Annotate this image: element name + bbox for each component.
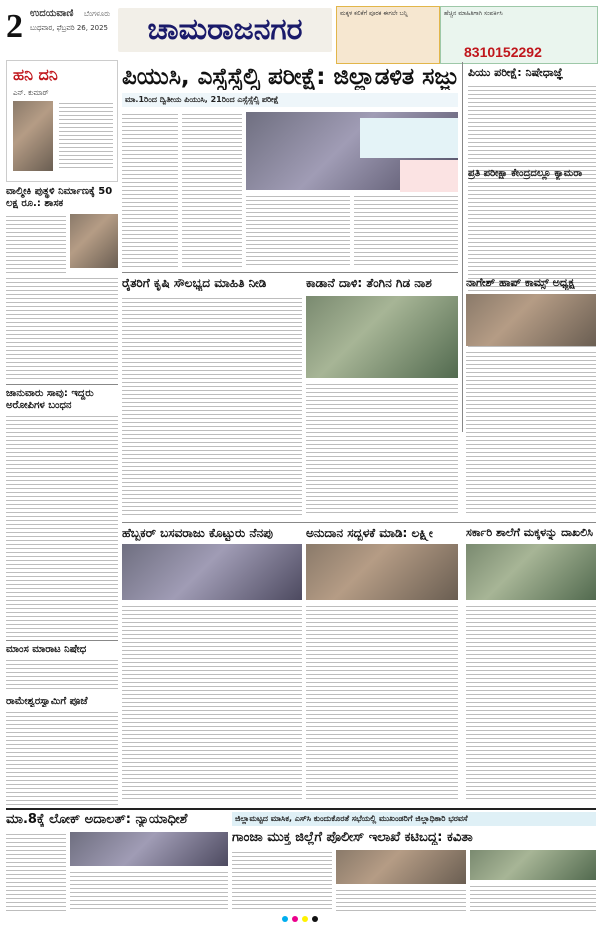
story-mid-3-photo <box>466 294 596 346</box>
divider <box>122 522 596 523</box>
story-left-3-text <box>6 658 118 692</box>
story-bottom-1-photo <box>70 832 228 866</box>
story-left-3-headline: ಮಾಂಸ ಮಾರಾಟ ನಿಷೇಧ <box>6 644 87 655</box>
story-mid-3-headline: ನಾಗೇಶ್ ಹಾಪ್ ಕಾಮ್ಸ್ ಅಧ್ಯಕ್ಷ <box>466 276 575 289</box>
ad1-text: ಮಕ್ಕಳ ಕಲಿಕೆಗೆ ಪೂರಕ ಈಗಲೇ ಬನ್ನಿ <box>340 10 408 17</box>
box-title: ಪ್ರತಿ ಪರೀಕ್ಷಾ ಕೇಂದ್ರದಲ್ಲೂ ಕ್ಯಾಮರಾ <box>468 168 583 179</box>
story-bottom-1-headline: ಮಾ.8ಕ್ಕೆ ಲೋಕ್ ಅದಾಲತ್: ನ್ಯಾಯಾಧೀಶೆ <box>6 812 188 827</box>
story-bottom-2-headline: ಗಾಂಜಾ ಮುಕ್ತ ಜಿಲ್ಲೆಗೆ ಪೊಲೀಸ್ ಇಲಾಖೆ ಕಟಿಬದ್ಧ: ಕವಿತಾ <box>232 830 473 845</box>
divider <box>6 384 118 385</box>
divider <box>6 808 596 810</box>
page-number: 2 <box>6 8 23 45</box>
bottom-banner-bar <box>232 812 596 826</box>
story-left-4-text <box>6 710 118 806</box>
main-story-text-1 <box>122 112 178 268</box>
story-bottom-3-photo <box>470 850 596 880</box>
camera-box <box>400 160 458 192</box>
story-mid-4-photo <box>122 544 302 600</box>
story-mid-5-headline: ಅನುದಾನ ಸದ್ಬಳಕೆ ಮಾಡಿ: ಲಕ್ಷ್ಮೀ <box>306 526 433 540</box>
story-bottom-2-photo <box>336 850 466 884</box>
print-registration-marks <box>0 916 600 924</box>
story-bottom-3-text <box>470 884 596 912</box>
story-left-1-photo <box>70 214 118 268</box>
columnist-author: ಎನ್. ಕುಮಾರ್ <box>13 89 49 97</box>
story-mid-2-text <box>306 382 458 516</box>
issue-date: ಬುಧವಾರ, ಫೆಬ್ರವರಿ 26, 2025 <box>30 24 109 32</box>
main-story-text-3 <box>246 194 350 268</box>
cyan-dot-icon <box>282 916 288 922</box>
main-headline: ಪಿಯುಸಿ, ಎಸ್ಸೆಸ್ಸೆಲ್ಸಿ ಪರೀಕ್ಷೆ: ಜಿಲ್ಲಾಡಳಿತ ಸಜ್ಜು <box>122 64 459 90</box>
black-dot-icon <box>312 916 318 922</box>
columnist-text <box>59 101 113 171</box>
divider <box>6 640 118 641</box>
story-bottom-1-text-1 <box>6 832 66 912</box>
story-left-1-text <box>6 214 66 274</box>
main-story-text-2 <box>182 112 242 268</box>
story-left-2-headline: ಜಾನುವಾರು ಸಾವು: ಇದ್ದರು ಅರೋಪಿಗಳ ಬಂಧನ <box>6 388 94 411</box>
ad-phone: 8310152292 <box>464 44 542 60</box>
magenta-dot-icon <box>292 916 298 922</box>
story-left-1-headline: ವಾಲ್ಮೀಕಿ ಪುತ್ಥಳಿ ನಿರ್ಮಾಣಕ್ಕೆ 50 ಲಕ್ಷ ರೂ.: ಶಾಸಕ <box>6 186 113 209</box>
right-headline: ಪಿಯು ಪರೀಕ್ಷೆ: ನಿಷೇಧಾಜ್ಞೆ <box>468 66 564 79</box>
main-subhead: ಮಾ.1ರಿಂದ ದ್ವಿತೀಯ ಪಿಯುಸಿ, 21ರಿಂದ ಎಸ್ಸೆಸ್ಸೆಲ್ಸಿ ಪರೀಕ್ಷೆ <box>125 95 279 104</box>
city-banner <box>118 8 332 52</box>
story-mid-4-text <box>122 604 302 802</box>
story-bottom-2-text-1 <box>232 850 332 912</box>
divider <box>122 272 458 273</box>
story-mid-4-headline: ಹೆಬ್ಬಕರ್ ಬಸವರಾಜು ಕೊಟ್ಟುರು ನೆನಪು <box>122 526 273 540</box>
bottom-banner: ಜಿಲ್ಲಾಮಟ್ಟದ ಮಾಸಿಕ, ಎಸ್‌ಸಿ ಕುಂದುಕೊರತೆ ಸಭೆಯಲ್ಲಿ ಮುಖಂಡರಿಗೆ ಜಿಲ್ಲಾಧಿಕಾರಿ ಭರವಸೆ <box>235 814 468 823</box>
columnist-photo <box>13 101 53 171</box>
main-subhead-bar <box>122 93 458 107</box>
columnist-box <box>6 60 118 182</box>
story-mid-1-text <box>122 296 302 516</box>
advertisement-1 <box>336 6 440 64</box>
columnist-brand: ಹನಿ ದನಿ <box>13 65 58 84</box>
divider <box>462 62 463 432</box>
story-bottom-2-text-2 <box>336 888 466 912</box>
edition: ಬೆಂಗಳೂರು <box>84 10 111 18</box>
story-mid-6-photo <box>466 544 596 600</box>
yellow-dot-icon <box>302 916 308 922</box>
story-left-1-body <box>6 276 118 380</box>
info-box <box>360 118 458 158</box>
story-bottom-1-text-2 <box>70 870 228 912</box>
story-mid-3-text <box>466 350 596 516</box>
story-mid-2-headline: ಕಾಡಾನೆ ದಾಳಿ: ತೆಂಗಿನ ಗಿಡ ನಾಶ <box>306 276 432 290</box>
paper-name: ಉದಯವಾಣಿ <box>30 8 74 19</box>
ad2-text: ಹೆಚ್ಚಿನ ಮಾಹಿತಿಗಾಗಿ ಸಂಪರ್ಕಿಸಿ <box>444 10 503 17</box>
story-mid-2-photo <box>306 296 458 378</box>
story-mid-1-headline: ರೈತರಿಗೆ ಕೃಷಿ ಸೌಲಭ್ಯದ ಮಾಹಿತಿ ನೀಡಿ <box>122 276 267 290</box>
story-mid-6-text <box>466 604 596 802</box>
main-story-text-4 <box>354 194 458 268</box>
story-mid-6-headline: ಸರ್ಕಾರಿ ಶಾಲೆಗೆ ಮಕ್ಕಳನ್ನು ದಾಖಲಿಸಿ <box>466 526 593 539</box>
story-left-4-headline: ರಾಮೇಶ್ವರಸ್ವಾಮಿಗೆ ಪೂಜೆ <box>6 696 88 707</box>
story-left-2-text <box>6 414 118 638</box>
story-mid-5-photo <box>306 544 458 600</box>
story-mid-5-text <box>306 604 458 802</box>
city-name: ಚಾಮರಾಜನಗರ <box>147 12 303 47</box>
